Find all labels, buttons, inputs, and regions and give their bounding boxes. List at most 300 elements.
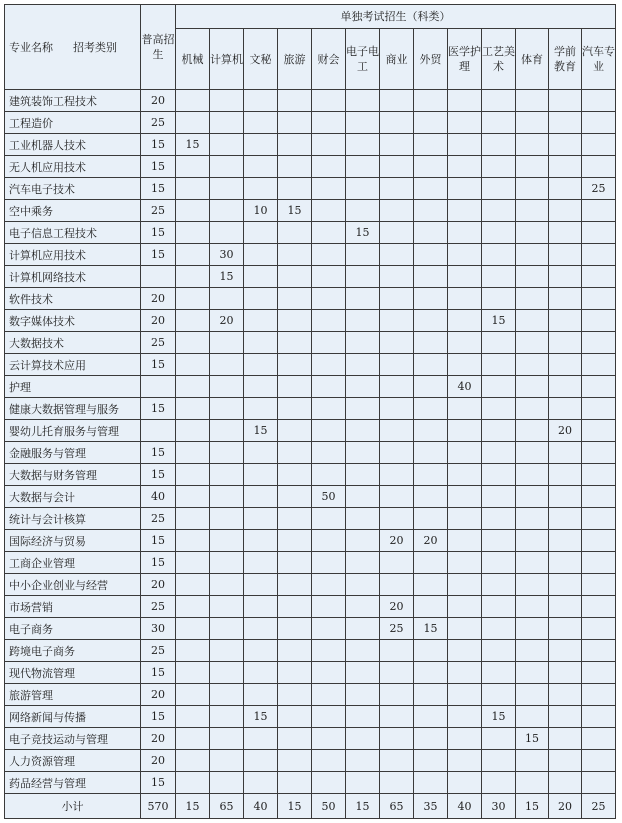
subject-quota-cell	[549, 332, 582, 354]
general-quota-cell: 25	[141, 508, 176, 530]
major-name-cell: 药品经营与管理	[5, 772, 141, 794]
subject-quota-cell	[482, 530, 516, 552]
subject-quota-cell	[414, 640, 448, 662]
subject-quota-cell	[448, 288, 482, 310]
subject-quota-cell	[482, 552, 516, 574]
subject-quota-cell	[210, 134, 244, 156]
subject-quota-cell	[380, 706, 414, 728]
subject-quota-cell	[414, 332, 448, 354]
subject-quota-cell	[380, 244, 414, 266]
subject-quota-cell	[210, 442, 244, 464]
subject-quota-cell	[312, 244, 346, 266]
subject-quota-cell	[210, 200, 244, 222]
major-name-cell: 现代物流管理	[5, 662, 141, 684]
subject-quota-cell: 15	[210, 266, 244, 288]
subject-header: 旅游	[278, 29, 312, 90]
subject-quota-cell	[549, 178, 582, 200]
subject-quota-cell	[176, 200, 210, 222]
table-row	[5, 552, 616, 574]
subject-quota-cell	[176, 530, 210, 552]
table-row	[5, 354, 616, 376]
subject-quota-cell	[448, 486, 482, 508]
subject-quota-cell	[582, 618, 616, 640]
subject-quota-cell	[482, 222, 516, 244]
subject-quota-cell	[380, 310, 414, 332]
subject-quota-cell	[549, 728, 582, 750]
subject-quota-cell	[516, 552, 549, 574]
subject-quota-cell	[582, 486, 616, 508]
subject-quota-cell	[448, 684, 482, 706]
subject-quota-cell	[516, 266, 549, 288]
subject-quota-cell: 20	[549, 420, 582, 442]
subject-quota-cell	[582, 354, 616, 376]
subject-quota-cell	[244, 266, 278, 288]
subject-quota-cell	[312, 288, 346, 310]
subject-quota-cell	[448, 310, 482, 332]
subject-quota-cell	[482, 728, 516, 750]
subject-quota-cell	[516, 112, 549, 134]
subject-quota-cell	[210, 508, 244, 530]
subject-quota-cell	[346, 486, 380, 508]
subject-quota-cell	[244, 640, 278, 662]
subject-header: 电子电工	[346, 29, 380, 90]
subject-quota-cell	[346, 552, 380, 574]
subject-quota-cell	[244, 288, 278, 310]
subject-quota-cell	[582, 112, 616, 134]
subject-quota-cell	[312, 90, 346, 112]
subject-quota-cell: 15	[516, 728, 549, 750]
subject-quota-cell	[448, 222, 482, 244]
table-row	[5, 156, 616, 178]
general-quota-cell: 15	[141, 398, 176, 420]
subject-quota-cell	[210, 618, 244, 640]
general-quota-cell	[141, 420, 176, 442]
major-name-cell: 计算机网络技术	[5, 266, 141, 288]
subject-quota-cell	[312, 508, 346, 530]
general-quota-cell: 15	[141, 464, 176, 486]
subject-quota-cell	[414, 398, 448, 420]
subject-quota-cell	[210, 332, 244, 354]
subject-quota-cell	[448, 442, 482, 464]
subject-header: 计算机	[210, 29, 244, 90]
subject-quota-cell: 50	[312, 486, 346, 508]
subject-quota-cell	[176, 508, 210, 530]
subject-quota-cell	[582, 420, 616, 442]
table-row	[5, 90, 616, 112]
major-name-cell: 大数据技术	[5, 332, 141, 354]
table-row	[5, 464, 616, 486]
general-quota-cell: 30	[141, 618, 176, 640]
subject-quota-cell	[448, 354, 482, 376]
subject-quota-cell	[582, 464, 616, 486]
subject-quota-cell	[549, 134, 582, 156]
subject-quota-cell	[176, 640, 210, 662]
subject-quota-cell	[176, 156, 210, 178]
subject-quota-cell	[176, 750, 210, 772]
subject-quota-cell	[312, 178, 346, 200]
subject-quota-cell	[176, 728, 210, 750]
table-row	[5, 574, 616, 596]
major-name-cell: 工商企业管理	[5, 552, 141, 574]
subject-quota-cell	[244, 222, 278, 244]
subject-quota-cell	[278, 574, 312, 596]
subject-quota-cell	[380, 552, 414, 574]
subject-quota-cell	[448, 728, 482, 750]
subject-quota-cell	[312, 442, 346, 464]
subject-quota-cell	[346, 508, 380, 530]
subject-quota-cell	[448, 508, 482, 530]
subject-quota-cell	[448, 662, 482, 684]
subject-quota-cell	[549, 200, 582, 222]
total-subject-cell: 40	[244, 794, 278, 819]
general-quota-cell: 15	[141, 772, 176, 794]
subject-quota-cell	[244, 662, 278, 684]
major-name-cell: 国际经济与贸易	[5, 530, 141, 552]
subject-quota-cell: 20	[414, 530, 448, 552]
subject-quota-cell: 20	[380, 530, 414, 552]
subject-quota-cell	[278, 288, 312, 310]
subject-quota-cell	[549, 244, 582, 266]
subject-quota-cell	[582, 134, 616, 156]
general-quota-cell: 15	[141, 244, 176, 266]
subject-quota-cell	[210, 486, 244, 508]
subject-quota-cell	[380, 772, 414, 794]
subject-quota-cell	[414, 112, 448, 134]
subject-quota-cell	[482, 354, 516, 376]
subject-quota-cell	[176, 596, 210, 618]
general-quota-cell: 15	[141, 156, 176, 178]
general-quota-cell: 20	[141, 728, 176, 750]
subject-quota-cell	[176, 178, 210, 200]
subject-quota-cell	[516, 750, 549, 772]
subject-quota-cell	[448, 706, 482, 728]
subject-quota-cell	[516, 354, 549, 376]
subject-header: 机械	[176, 29, 210, 90]
subject-quota-cell	[582, 640, 616, 662]
subject-quota-cell	[210, 376, 244, 398]
subject-quota-cell	[176, 244, 210, 266]
subject-quota-cell	[176, 266, 210, 288]
subject-quota-cell	[176, 112, 210, 134]
subject-quota-cell	[210, 706, 244, 728]
subject-quota-cell	[549, 376, 582, 398]
subject-quota-cell	[582, 508, 616, 530]
subject-quota-cell	[414, 288, 448, 310]
table-row	[5, 442, 616, 464]
subject-quota-cell	[582, 244, 616, 266]
subject-quota-cell	[482, 464, 516, 486]
subject-quota-cell	[244, 750, 278, 772]
general-quota-cell: 20	[141, 750, 176, 772]
subject-quota-cell	[448, 596, 482, 618]
subject-quota-cell	[312, 662, 346, 684]
subject-quota-cell	[278, 90, 312, 112]
subject-quota-cell	[516, 332, 549, 354]
subject-quota-cell	[278, 178, 312, 200]
subject-quota-cell	[414, 178, 448, 200]
subject-quota-cell	[312, 530, 346, 552]
total-subject-cell: 20	[549, 794, 582, 819]
subject-quota-cell	[210, 354, 244, 376]
subject-quota-cell	[210, 288, 244, 310]
subject-quota-cell	[176, 574, 210, 596]
major-name-cell: 电子竞技运动与管理	[5, 728, 141, 750]
table-row	[5, 772, 616, 794]
subject-quota-cell	[582, 200, 616, 222]
subject-quota-cell	[448, 552, 482, 574]
subject-quota-cell	[582, 684, 616, 706]
total-subject-cell: 65	[380, 794, 414, 819]
subject-quota-cell	[346, 134, 380, 156]
subject-quota-cell	[380, 354, 414, 376]
major-name-cell: 人力资源管理	[5, 750, 141, 772]
general-quota-cell: 15	[141, 662, 176, 684]
subject-quota-cell	[549, 596, 582, 618]
subject-quota-cell	[176, 90, 210, 112]
table-row	[5, 750, 616, 772]
subject-quota-cell	[176, 332, 210, 354]
general-quota-cell: 25	[141, 332, 176, 354]
subject-quota-cell	[278, 332, 312, 354]
general-quota-cell: 25	[141, 640, 176, 662]
subject-quota-cell	[278, 222, 312, 244]
subject-quota-cell	[176, 376, 210, 398]
major-name-cell: 统计与会计核算	[5, 508, 141, 530]
subject-quota-cell	[516, 178, 549, 200]
subject-quota-cell	[582, 662, 616, 684]
subject-quota-cell	[278, 618, 312, 640]
subject-quota-cell	[346, 442, 380, 464]
subject-quota-cell	[176, 222, 210, 244]
subject-quota-cell	[278, 244, 312, 266]
subject-quota-cell	[244, 442, 278, 464]
subject-quota-cell	[312, 574, 346, 596]
major-name-cell: 健康大数据管理与服务	[5, 398, 141, 420]
subject-quota-cell	[448, 112, 482, 134]
subject-quota-cell	[448, 464, 482, 486]
subject-quota-cell	[516, 596, 549, 618]
subject-quota-cell	[516, 464, 549, 486]
subject-quota-cell	[414, 134, 448, 156]
subject-quota-cell	[582, 222, 616, 244]
subject-quota-cell	[244, 178, 278, 200]
subject-quota-cell	[549, 640, 582, 662]
subject-quota-cell	[549, 288, 582, 310]
general-quota-cell: 15	[141, 178, 176, 200]
subject-quota-cell	[346, 420, 380, 442]
total-general-cell: 570	[141, 794, 176, 819]
subject-quota-cell	[176, 684, 210, 706]
subject-quota-cell	[448, 134, 482, 156]
subject-quota-cell	[312, 750, 346, 772]
subject-quota-cell	[312, 464, 346, 486]
major-name-cell: 大数据与会计	[5, 486, 141, 508]
subject-quota-cell	[210, 574, 244, 596]
subject-quota-cell	[346, 772, 380, 794]
table-row	[5, 486, 616, 508]
subject-quota-cell	[549, 618, 582, 640]
subject-quota-cell	[380, 332, 414, 354]
subject-quota-cell	[210, 530, 244, 552]
subject-quota-cell	[176, 420, 210, 442]
subject-quota-cell	[516, 156, 549, 178]
subject-quota-cell	[210, 772, 244, 794]
subject-quota-cell	[278, 376, 312, 398]
subject-quota-cell	[244, 464, 278, 486]
subject-quota-cell	[582, 772, 616, 794]
subject-quota-cell: 15	[244, 420, 278, 442]
total-subject-cell: 35	[414, 794, 448, 819]
subject-quota-cell	[482, 618, 516, 640]
table-row	[5, 398, 616, 420]
subject-quota-cell	[176, 398, 210, 420]
subject-quota-cell	[549, 464, 582, 486]
general-quota-cell: 25	[141, 200, 176, 222]
table-row	[5, 508, 616, 530]
subject-quota-cell	[380, 574, 414, 596]
subject-quota-cell	[482, 684, 516, 706]
subject-quota-cell	[278, 640, 312, 662]
subject-quota-cell	[582, 90, 616, 112]
general-quota-cell: 25	[141, 112, 176, 134]
subject-quota-cell	[244, 684, 278, 706]
subject-quota-cell	[278, 530, 312, 552]
major-name-cell: 电子信息工程技术	[5, 222, 141, 244]
subject-quota-cell: 15	[414, 618, 448, 640]
subject-quota-cell: 20	[380, 596, 414, 618]
table-row	[5, 222, 616, 244]
total-subject-cell: 15	[346, 794, 380, 819]
subject-quota-cell	[380, 750, 414, 772]
subject-quota-cell	[582, 530, 616, 552]
subject-quota-cell	[482, 574, 516, 596]
subject-quota-cell	[346, 244, 380, 266]
subject-quota-cell	[549, 398, 582, 420]
subject-quota-cell	[380, 200, 414, 222]
subject-quota-cell	[176, 772, 210, 794]
subject-quota-cell	[448, 750, 482, 772]
subject-quota-cell	[210, 596, 244, 618]
subject-quota-cell	[380, 728, 414, 750]
subject-quota-cell: 20	[210, 310, 244, 332]
general-quota-cell: 20	[141, 90, 176, 112]
subject-quota-cell	[346, 662, 380, 684]
subject-quota-cell	[448, 332, 482, 354]
subject-quota-cell	[244, 728, 278, 750]
subject-quota-cell	[448, 574, 482, 596]
subject-quota-cell	[414, 508, 448, 530]
subject-quota-cell	[582, 376, 616, 398]
subject-quota-cell	[414, 574, 448, 596]
subject-quota-cell	[414, 772, 448, 794]
subject-quota-cell	[176, 552, 210, 574]
subject-quota-cell	[312, 684, 346, 706]
subject-quota-cell	[516, 684, 549, 706]
subject-quota-cell	[414, 266, 448, 288]
major-name-cell: 市场营销	[5, 596, 141, 618]
table-row	[5, 640, 616, 662]
subject-quota-cell: 25	[380, 618, 414, 640]
subject-quota-cell	[210, 420, 244, 442]
subject-quota-cell	[549, 574, 582, 596]
subject-quota-cell	[582, 398, 616, 420]
subject-quota-cell	[582, 706, 616, 728]
subject-header: 汽车专业	[582, 29, 616, 90]
subject-quota-cell	[448, 618, 482, 640]
subject-quota-cell	[549, 310, 582, 332]
subject-quota-cell	[312, 200, 346, 222]
subject-quota-cell	[482, 398, 516, 420]
subject-quota-cell	[549, 486, 582, 508]
subject-quota-cell	[582, 552, 616, 574]
subject-quota-cell	[312, 376, 346, 398]
subject-quota-cell	[210, 222, 244, 244]
subject-quota-cell	[482, 442, 516, 464]
subject-quota-cell	[414, 706, 448, 728]
subject-quota-cell	[380, 178, 414, 200]
subject-quota-cell	[244, 376, 278, 398]
subject-quota-cell	[210, 750, 244, 772]
subject-quota-cell	[346, 464, 380, 486]
subject-quota-cell	[414, 442, 448, 464]
subject-quota-cell	[312, 332, 346, 354]
subject-quota-cell	[549, 772, 582, 794]
subject-quota-cell	[448, 156, 482, 178]
subject-quota-cell	[549, 750, 582, 772]
subject-quota-cell	[549, 90, 582, 112]
general-quota-cell	[141, 376, 176, 398]
major-name-cell: 跨境电子商务	[5, 640, 141, 662]
subject-quota-cell	[278, 662, 312, 684]
subject-quota-cell	[380, 486, 414, 508]
subject-quota-cell	[448, 398, 482, 420]
subject-quota-cell: 15	[346, 222, 380, 244]
subject-quota-cell	[414, 244, 448, 266]
table-row	[5, 244, 616, 266]
subject-quota-cell	[176, 464, 210, 486]
total-subject-cell: 15	[516, 794, 549, 819]
subject-quota-cell: 40	[448, 376, 482, 398]
subject-quota-cell	[176, 310, 210, 332]
subject-quota-cell	[210, 178, 244, 200]
subject-quota-cell	[210, 662, 244, 684]
subject-quota-cell	[210, 728, 244, 750]
subject-header: 外贸	[414, 29, 448, 90]
subject-quota-cell	[244, 618, 278, 640]
subject-header: 医学护理	[448, 29, 482, 90]
general-quota-cell: 20	[141, 288, 176, 310]
subject-quota-cell	[210, 112, 244, 134]
table-row	[5, 266, 616, 288]
subject-quota-cell	[482, 376, 516, 398]
subject-quota-cell	[516, 288, 549, 310]
subject-quota-cell	[244, 552, 278, 574]
subject-quota-cell	[380, 288, 414, 310]
subject-quota-cell	[244, 772, 278, 794]
table-row	[5, 112, 616, 134]
subject-header: 体育	[516, 29, 549, 90]
subject-quota-cell	[380, 90, 414, 112]
subject-quota-cell	[582, 442, 616, 464]
subject-quota-cell	[380, 420, 414, 442]
subject-quota-cell	[448, 178, 482, 200]
total-subject-cell: 25	[582, 794, 616, 819]
subject-quota-cell	[414, 310, 448, 332]
total-subject-cell: 50	[312, 794, 346, 819]
total-subject-cell: 40	[448, 794, 482, 819]
subject-quota-cell: 25	[582, 178, 616, 200]
subject-quota-cell	[516, 200, 549, 222]
